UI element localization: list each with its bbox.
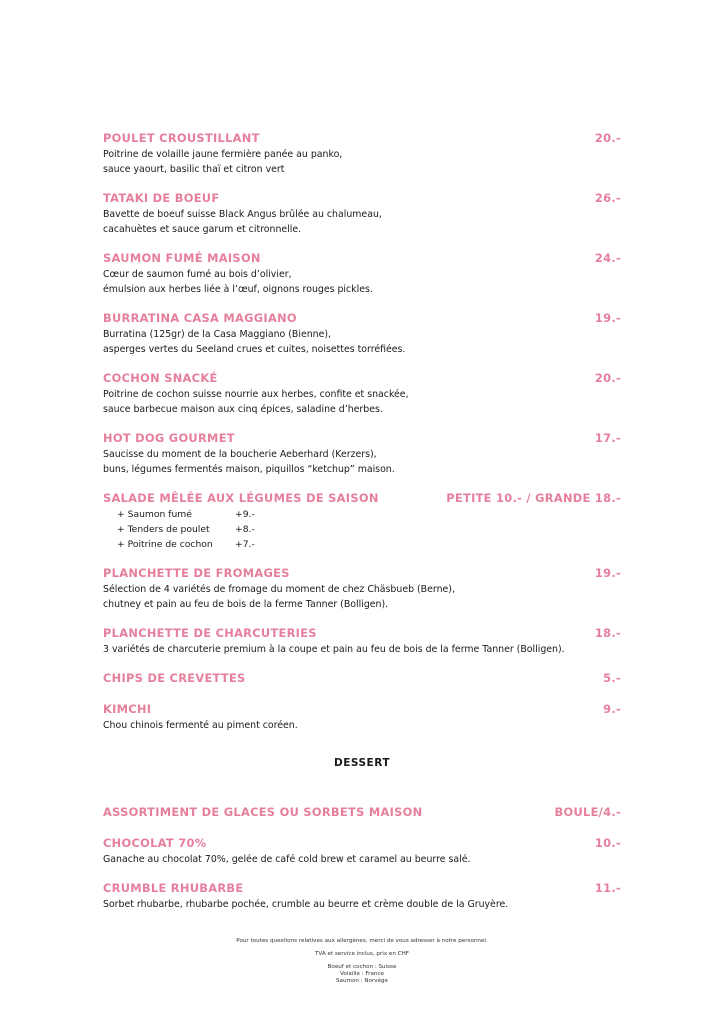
menu-item-header — [103, 491, 621, 505]
menu-item-header — [103, 191, 621, 205]
menu-item-description — [103, 387, 621, 417]
extra-option — [103, 522, 621, 537]
extra-label: + Poitrine de cochon — [117, 539, 213, 550]
menu-item-header — [103, 626, 621, 640]
menu-item-header — [103, 311, 621, 325]
description-line: 3 variétés de charcuterie premium à la coupe et pain au feu de bois de la ferme Tanner (Bolligen). — [103, 644, 565, 655]
menu-item — [103, 805, 621, 819]
menu-item-price: 24.- — [594, 251, 621, 265]
menu-item-description — [103, 718, 621, 733]
description-line: Saucisse du moment de la boucherie Aeberhard (Kerzers), — [103, 449, 377, 460]
description-line: Poitrine de cochon suisse nourrie aux herbes, confite et snackée, — [103, 389, 409, 400]
menu-item-price: 19.- — [594, 566, 621, 580]
description-line: Burratina (125gr) de la Casa Maggiano (Bienne), — [103, 329, 332, 340]
menu-item-price: 5.- — [603, 671, 621, 685]
menu-item-header — [103, 431, 621, 445]
menu-item-price: 20.- — [594, 131, 621, 145]
description-line: asperges vertes du Seeland crues et cuites, noisettes torréfiées. — [103, 344, 406, 355]
menu-item-description — [103, 582, 621, 612]
footer — [0, 938, 724, 985]
menu-item-description — [103, 897, 621, 912]
menu-item-name: TATAKI DE BOEUF — [103, 191, 220, 205]
menu-item — [103, 626, 621, 657]
menu-item — [103, 191, 621, 237]
menu-item — [103, 566, 621, 612]
menu-item — [103, 881, 621, 912]
description-line: Bavette de boeuf suisse Black Angus brûlée au chalumeau, — [103, 209, 382, 220]
menu-item-header — [103, 251, 621, 265]
menu-item-name: CHOCOLAT 70% — [103, 836, 207, 850]
menu-item-name: KIMCHI — [103, 702, 152, 716]
menu-item-name: PLANCHETTE DE FROMAGES — [103, 566, 290, 580]
menu-item-price: 17.- — [594, 431, 621, 445]
description-line: cacahuètes et sauce garum et citronnelle. — [103, 224, 302, 235]
extra-option — [103, 537, 621, 552]
menu-item-description — [103, 267, 621, 297]
menu-item-price: 11.- — [594, 881, 621, 895]
menu-item-name: SALADE MÊLÉE AUX LÉGUMES DE SAISON — [103, 491, 379, 505]
description-line: Sorbet rhubarbe, rhubarbe pochée, crumble au beurre et crème double de la Gruyère. — [103, 899, 509, 910]
menu-item-name: CRUMBLE RHUBARBE — [103, 881, 244, 895]
menu-item-price: 26.- — [594, 191, 621, 205]
menu-item-name: PLANCHETTE DE CHARCUTERIES — [103, 626, 317, 640]
menu-item-description — [103, 327, 621, 357]
menu-item-header — [103, 881, 621, 895]
menu-item-header — [103, 702, 621, 716]
dessert-items — [103, 805, 621, 912]
menu-item-header — [103, 805, 621, 819]
menu-item-description — [103, 207, 621, 237]
footer-origin: Volaille : France — [340, 971, 384, 977]
menu-item — [103, 371, 621, 417]
menu-item-price: 10.- — [594, 836, 621, 850]
menu-item — [103, 836, 621, 867]
description-line: Cœur de saumon fumé au bois d’olivier, — [103, 269, 292, 280]
menu — [103, 131, 621, 926]
description-line: Chou chinois fermenté au piment coréen. — [103, 720, 298, 731]
menu-item-header — [103, 131, 621, 145]
menu-item-description — [103, 447, 621, 477]
menu-item-price: 9.- — [603, 702, 621, 716]
menu-item-header — [103, 671, 621, 685]
main-items — [103, 131, 621, 733]
description-line: Poitrine de volaille jaune fermière panée au panko, — [103, 149, 343, 160]
description-line: sauce yaourt, basilic thaï et citron vert — [103, 164, 285, 175]
footer-allergens: Pour toutes questions relatives aux allergènes, merci de vous adresser à notre personnel. — [236, 938, 488, 944]
menu-item-description — [103, 147, 621, 177]
menu-item-name: COCHON SNACKÉ — [103, 371, 218, 385]
menu-item-header — [103, 836, 621, 850]
menu-item-name: SAUMON FUMÉ MAISON — [103, 251, 261, 265]
extra-price: +8.- — [235, 524, 255, 535]
extra-option — [103, 507, 621, 522]
menu-item-name: CHIPS DE CREVETTES — [103, 671, 246, 685]
description-line: Sélection de 4 variétés de fromage du moment de chez Chäsbueb (Berne), — [103, 584, 455, 595]
extra-label: + Saumon fumé — [117, 509, 192, 520]
menu-item-price: 18.- — [594, 626, 621, 640]
menu-item-price: BOULE/4.- — [554, 805, 621, 819]
menu-item-name: POULET CROUSTILLANT — [103, 131, 260, 145]
menu-item-price: 19.- — [594, 311, 621, 325]
footer-origin: Saumon : Norvège — [335, 978, 389, 984]
description-line: buns, légumes fermentés maison, piquillos “ketchup” maison. — [103, 464, 395, 475]
description-line: sauce barbecue maison aux cinq épices, saladine d’herbes. — [103, 404, 383, 415]
menu-item-price: PETITE 10.- / GRANDE 18.- — [446, 491, 621, 505]
description-line: chutney et pain au feu de bois de la ferme Tanner (Bolligen). — [103, 599, 389, 610]
footer-tva: TVA et service inclus, prix en CHF — [314, 951, 410, 957]
description-line: Ganache au chocolat 70%, gelée de café cold brew et caramel au beurre salé. — [103, 854, 471, 865]
menu-item — [103, 251, 621, 297]
menu-item-header — [103, 371, 621, 385]
description-line: émulsion aux herbes liée à l’œuf, oignons rouges pickles. — [103, 284, 373, 295]
menu-item — [103, 491, 621, 552]
menu-item — [103, 311, 621, 357]
menu-item-name: ASSORTIMENT DE GLACES OU SORBETS MAISON — [103, 805, 423, 819]
menu-item — [103, 702, 621, 733]
menu-item-price: 20.- — [594, 371, 621, 385]
extra-price: +9.- — [235, 509, 255, 520]
dessert-title: DESSERT — [334, 757, 390, 769]
menu-item — [103, 131, 621, 177]
menu-item-name: BURRATINA CASA MAGGIANO — [103, 311, 297, 325]
menu-item-description — [103, 642, 621, 657]
menu-item — [103, 431, 621, 477]
footer-origin: Boeuf et cochon : Suisse — [327, 964, 397, 970]
menu-item-name: HOT DOG GOURMET — [103, 431, 235, 445]
extra-price: +7.- — [235, 539, 255, 550]
menu-item-extras — [103, 507, 621, 552]
menu-item-header — [103, 566, 621, 580]
menu-item-description — [103, 852, 621, 867]
menu-item — [103, 671, 621, 685]
extra-label: + Tenders de poulet — [117, 524, 210, 535]
